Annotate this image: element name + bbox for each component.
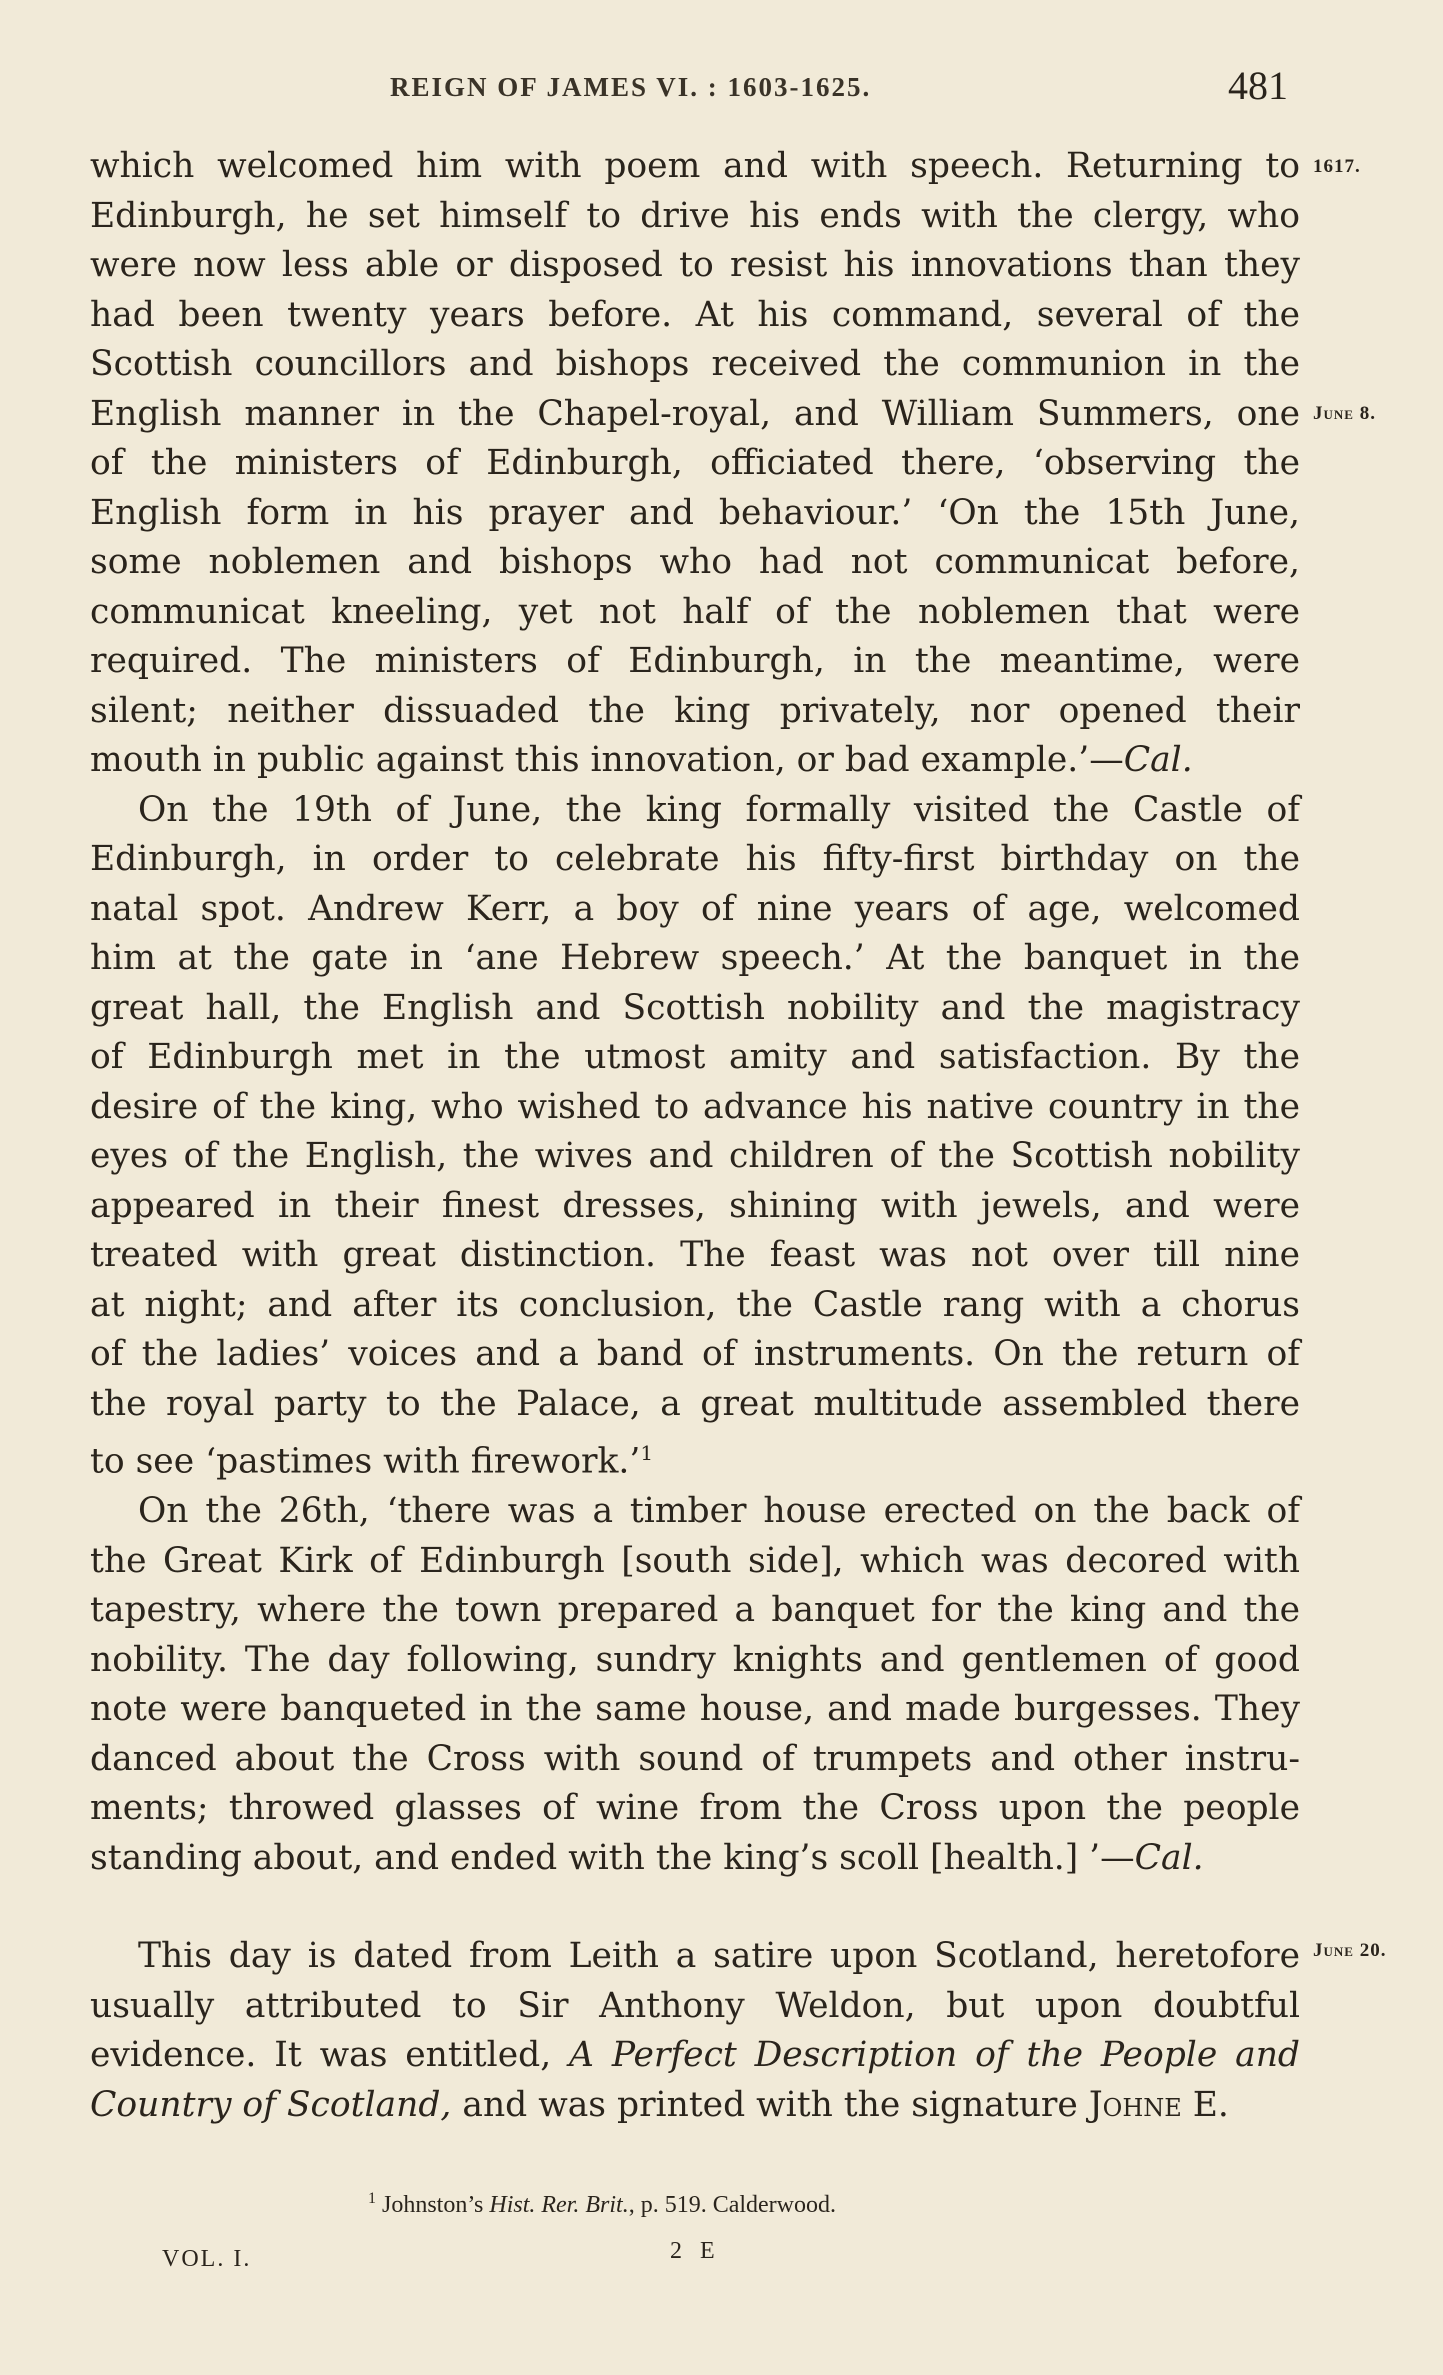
page-number: 481 [1228, 63, 1288, 108]
margin-note-year: 1617. [1313, 156, 1361, 177]
text-line: treated with great distinction. The feast was not over till nine [90, 1235, 1300, 1275]
text-segment: mouth in public against this innovation, or bad example.’— [90, 740, 1124, 780]
body-text [90, 142, 1300, 2130]
text-line: silent; neither dissuaded the king privately, nor opened their [90, 690, 1300, 731]
text-line: at night; and after its conclusion, the Castle rang with a chorus [90, 1284, 1300, 1325]
text-line: some noblemen and bishops who had not communicat before, [90, 542, 1300, 582]
footnote-text: , p. 519. Calderwood. [628, 2192, 837, 2218]
text-line: him at the gate in ‘ane Hebrew speech.’ At the banquet in the [90, 938, 1300, 978]
text-line [90, 2031, 1300, 2081]
text-line: Edinburgh, he set himself to drive his ends with the clergy, who [90, 195, 1300, 236]
margin-note-date-june-8: June 8. [1313, 403, 1376, 424]
text-line: of the ministers of Edinburgh, officiated there, ‘observing the [90, 443, 1300, 483]
signature-name: Johne [1088, 2084, 1182, 2125]
text-line: which welcomed him with poem and with speech. Returning to [90, 146, 1300, 186]
margin-note-date-june-20: June 20. [1313, 1940, 1387, 1961]
footnote-marker: 1 [640, 1441, 654, 1465]
text-line: of Edinburgh met in the utmost amity and satisfaction. By the [90, 1037, 1300, 1077]
text-line: Edinburgh, in order to celebrate his fifty-first birthday on the [90, 839, 1300, 879]
text-line: tapestry, where the town prepared a banquet for the king and the [90, 1590, 1300, 1630]
footnote [368, 2190, 836, 2219]
book-title: A Perfect Description of the People and [569, 2035, 1300, 2075]
paragraph-1 [90, 142, 1300, 786]
text-line [90, 1429, 1300, 1487]
text-line: ments; throwed glasses of wine from the Cross upon the people [90, 1788, 1300, 1828]
text-line: English manner in the Chapel-royal, and William Summers, one [90, 393, 1300, 434]
text-line [90, 736, 1300, 786]
printer-signature-mark: 2 E [670, 2238, 721, 2264]
text-line: This day is dated from Leith a satire upon Scotland, heretofore [138, 1936, 1300, 1976]
volume-label: VOL. I. [162, 2246, 252, 2272]
text-segment: E. [1181, 2084, 1229, 2125]
text-line [90, 1834, 1300, 1884]
text-line: appeared in their finest dresses, shining with jewels, and were [90, 1185, 1300, 1226]
text-line: natal spot. Andrew Kerr, a boy of nine years of age, welcomed [90, 888, 1300, 929]
text-line: communicat kneeling, yet not half of the noblemen that were [90, 591, 1300, 632]
text-line: English form in his prayer and behaviour.’ ‘On the 15th June, [90, 492, 1300, 533]
text-line: of the ladies’ voices and a band of instruments. On the return of [90, 1334, 1300, 1374]
paragraph-3 [90, 1487, 1300, 1883]
text-line [90, 2081, 1300, 2131]
text-line: nobility. The day following, sundry knights and gentlemen of good [90, 1639, 1300, 1680]
text-line: On the 19th of June, the king formally visited the Castle of [138, 789, 1300, 830]
text-segment: and was printed with the signature [451, 2084, 1089, 2125]
paragraph-4 [90, 1932, 1300, 2130]
book-title-cont: Country of Scotland, [90, 2084, 452, 2125]
text-line: note were banqueted in the same house, and made burgesses. They [90, 1689, 1300, 1729]
text-line: On the 26th, ‘there was a timber house erected on the back of [138, 1491, 1300, 1531]
text-line: required. The ministers of Edinburgh, in the meantime, were [90, 641, 1300, 681]
footnote-title: Hist. Rer. Brit. [489, 2192, 629, 2218]
citation-cal: Cal. [1134, 1837, 1204, 1878]
running-title: REIGN OF JAMES VI. : 1603-1625. [390, 72, 872, 102]
text-line: Scottish councillors and bishops received the communion in the [90, 344, 1300, 384]
text-line: danced about the Cross with sound of trumpets and other instru- [90, 1738, 1300, 1779]
text-line: were now less able or disposed to resist his innovations than they [90, 245, 1300, 285]
text-line: the royal party to the Palace, a great multitude assembled there [90, 1383, 1300, 1424]
text-segment: evidence. It was entitled, [90, 2035, 570, 2075]
paragraph-2 [90, 786, 1300, 1488]
text-line: usually attributed to Sir Anthony Weldon, but upon doubtful [90, 1985, 1300, 2026]
text-segment: standing about, and ended with the king’s scoll [health.] ’— [90, 1837, 1135, 1878]
citation-cal: Cal. [1123, 740, 1193, 780]
text-line: eyes of the English, the wives and children of the Scottish nobility [90, 1136, 1300, 1176]
text-segment: to see ‘pastimes with firework.’ [90, 1441, 641, 1482]
text-line: great hall, the English and Scottish nobility and the magistracy [90, 987, 1300, 1028]
text-line: had been twenty years before. At his command, several of the [90, 294, 1300, 335]
footnote-text: Johnston’s [382, 2192, 490, 2218]
text-line: the Great Kirk of Edinburgh [south side], which was decored with [90, 1540, 1300, 1581]
footnote-number: 1 [368, 2190, 376, 2207]
text-line: desire of the king, who wished to advance his native country in the [90, 1086, 1300, 1127]
